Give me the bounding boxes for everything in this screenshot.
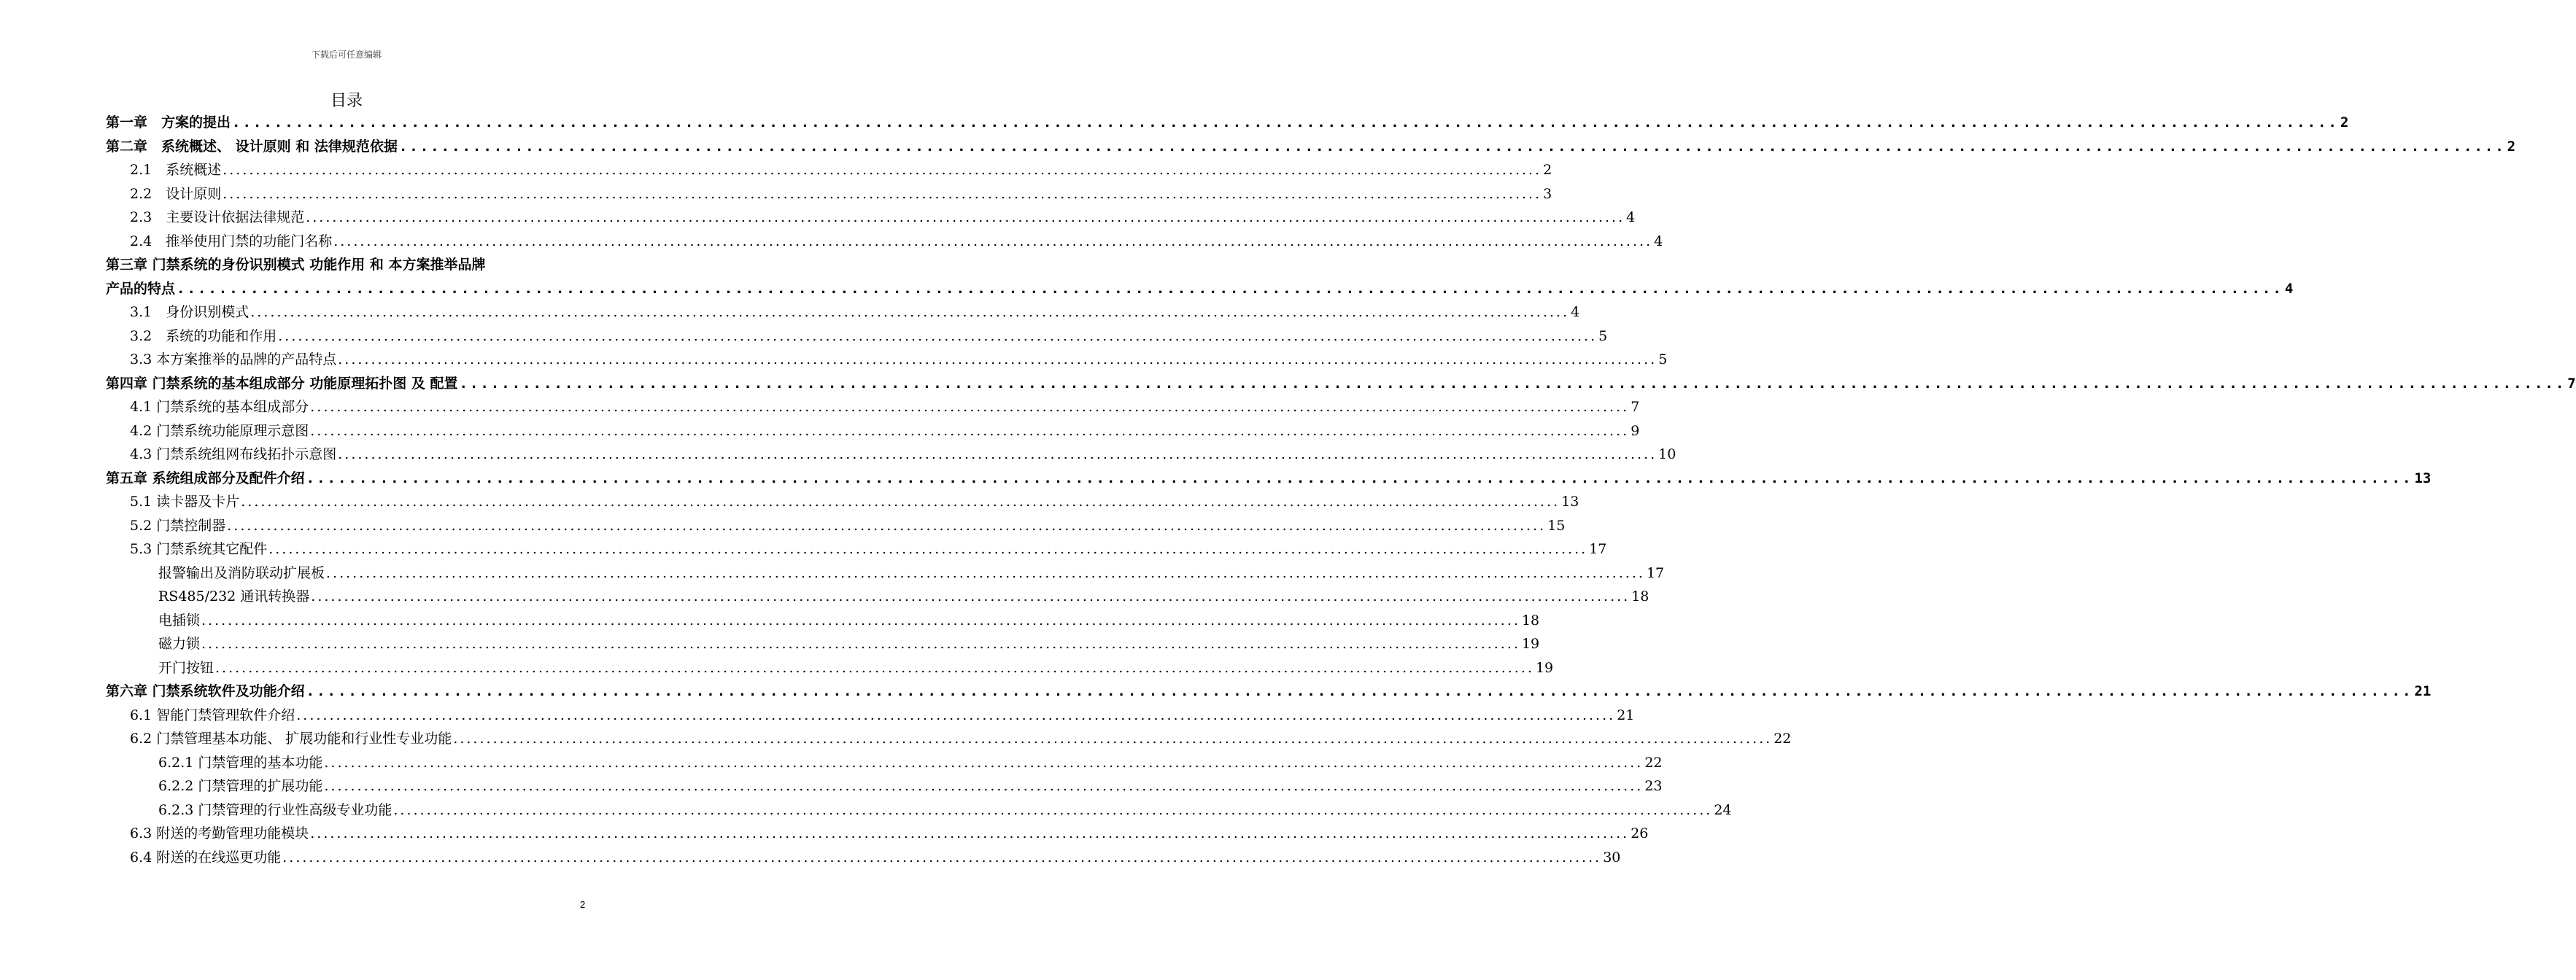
toc-entry-text: 第二章 系统概述、 设计原则 和 法律规范依据 — [106, 138, 398, 155]
toc-entry[interactable] — [106, 467, 2432, 491]
toc-page-number: 2 — [1543, 162, 1552, 178]
toc-entry-text: 磁力锁 — [158, 636, 201, 652]
toc-leader-dots: ........................................................................................................................................................................................................ — [311, 588, 1631, 604]
toc-entry-text: 第六章 门禁系统软件及功能介绍 — [106, 683, 305, 699]
toc-entry-text: 报警输出及消防联动扩展板 — [158, 564, 325, 581]
toc-entry-text: 第五章 系统组成部分及配件介绍 — [106, 470, 305, 486]
toc-page-number: 22 — [1774, 731, 1792, 747]
toc-leader-dots: ........................................................................................................................................................................................................ — [282, 849, 1602, 866]
toc-entry-text: 5.2 门禁控制器 — [130, 517, 226, 534]
toc-page-number: 7 — [1631, 399, 1640, 415]
toc-leader-dots: ........................................................................................................................................................................................................ — [324, 778, 1644, 794]
toc-leader-dots: ........................................................................................................................................................................................................ — [177, 280, 2283, 297]
toc-leader-dots: ........................................................................................................................................................................................................ — [306, 470, 2413, 486]
toc-entry[interactable] — [106, 798, 1732, 822]
toc-entry[interactable] — [106, 561, 1665, 586]
toc-page-number: 17 — [1646, 564, 1665, 581]
toc-entry[interactable] — [106, 727, 1792, 751]
toc-entry[interactable] — [106, 537, 1607, 561]
toc-entry[interactable] — [106, 206, 1636, 230]
toc-entry-text: 4.2 门禁系统功能原理示意图 — [130, 422, 309, 439]
toc-entry-text: 电插锁 — [158, 612, 201, 629]
toc-entry[interactable] — [106, 300, 1580, 324]
toc-entry-text: 3.3 本方案推举的品牌的产品特点 — [130, 351, 337, 368]
toc-entry-text: 4.1 门禁系统的基本组成部分 — [130, 399, 309, 415]
toc-leader-dots: ........................................................................................................................................................................................................ — [306, 683, 2413, 699]
toc-page-number: 4 — [1571, 304, 1580, 320]
toc-leader-dots: ........................................................................................................................................................................................................ — [310, 399, 1630, 415]
toc-entry-text: 5.3 门禁系统其它配件 — [130, 541, 268, 557]
toc-leader-dots: ........................................................................................................................................................................................................ — [296, 707, 1616, 723]
toc-leader-dots: ........................................................................................................................................................................................................ — [268, 541, 1588, 557]
toc-page-number: 13 — [2414, 470, 2432, 486]
toc-title: 目录 — [330, 92, 363, 110]
toc-entry-text: 2.1 系统概述 — [130, 162, 222, 178]
toc-entry[interactable] — [106, 443, 1676, 467]
toc-page-number: 4 — [1654, 233, 1663, 249]
toc-entry[interactable] — [106, 585, 1649, 609]
toc-leader-dots: ........................................................................................................................................................................................................ — [333, 233, 1653, 249]
toc-leader-dots: ........................................................................................................................................................................................................ — [250, 304, 1570, 320]
toc-entry[interactable] — [106, 348, 1668, 372]
toc-entry-text: 开门按钮 — [158, 659, 214, 676]
toc-entry-text: 6.1 智能门禁管理软件介绍 — [130, 707, 295, 723]
toc-entry-text: 6.2.2 门禁管理的扩展功能 — [158, 778, 323, 794]
toc-page-number: 15 — [1547, 517, 1566, 534]
toc-entry[interactable] — [106, 680, 2432, 704]
toc-page-number: 9 — [1631, 422, 1640, 439]
toc-page-number: 4 — [2284, 280, 2294, 297]
toc-entry[interactable] — [106, 182, 1552, 206]
toc-entry[interactable] — [106, 372, 2576, 396]
toc-leader-dots: ........................................................................................................................................................................................................ — [326, 564, 1645, 581]
toc-page-number: 30 — [1603, 849, 1621, 866]
toc-leader-dots: ........................................................................................................................................................................................................ — [324, 754, 1644, 771]
toc-leader-dots: ........................................................................................................................................................................................................ — [232, 114, 2339, 131]
toc-entry-text: 产品的特点 — [106, 280, 176, 297]
toc-leader-dots: ........................................................................................................................................................................................................ — [223, 162, 1542, 178]
toc-leader-dots: ........................................................................................................................................................................................................ — [338, 351, 1658, 368]
toc-entry[interactable] — [106, 822, 1649, 846]
toc-page-number: 3 — [1543, 185, 1552, 202]
toc-page-number: 21 — [1617, 707, 1635, 723]
toc-page-number: 13 — [1561, 494, 1579, 510]
toc-leader-dots: ........................................................................................................................................................................................................ — [201, 612, 1520, 629]
toc-page-number: 10 — [1658, 446, 1676, 462]
toc-entry[interactable] — [106, 324, 1608, 349]
toc-leader-dots: ........................................................................................................................................................................................................ — [398, 138, 2506, 155]
toc-entry[interactable] — [106, 135, 2516, 159]
page-number: 2 — [580, 899, 586, 910]
toc-page-number: 19 — [1521, 636, 1540, 652]
toc-page-number: 2 — [2507, 138, 2516, 155]
toc-entry-text: 6.2.3 门禁管理的行业性高级专业功能 — [158, 801, 392, 818]
toc-leader-dots: ........................................................................................................................................................................................................ — [310, 825, 1630, 841]
toc-entry-text: RS485/232 通讯转换器 — [158, 588, 310, 604]
toc-leader-dots: ........................................................................................................................................................................................................ — [393, 801, 1713, 818]
toc-entry[interactable] — [106, 230, 1663, 254]
toc-leader-dots: ........................................................................................................................................................................................................ — [201, 636, 1520, 652]
toc-entry-text: 6.2.1 门禁管理的基本功能 — [158, 754, 323, 771]
toc-entry[interactable] — [106, 632, 1540, 656]
toc-entry[interactable] — [106, 419, 1640, 443]
toc-entry[interactable] — [106, 277, 2294, 301]
toc-entry-text: 4.3 门禁系统组网布线拓扑示意图 — [130, 446, 337, 462]
toc-page-number: 23 — [1644, 778, 1663, 794]
toc-leader-dots: ........................................................................................................................................................................................................ — [215, 659, 1534, 676]
toc-leader-dots: ........................................................................................................................................................................................................ — [310, 422, 1630, 439]
toc-entry[interactable] — [106, 111, 2349, 135]
toc-leader-dots: ........................................................................................................................................................................................................ — [338, 446, 1658, 462]
toc-entry[interactable] — [106, 609, 1540, 633]
toc-entry[interactable] — [106, 751, 1663, 775]
toc-entry[interactable] — [106, 846, 1621, 870]
toc-entry-text-line1[interactable]: 第三章 门禁系统的身份识别模式 功能作用 和 本方案推举品牌 — [106, 257, 486, 273]
toc-leader-dots: ........................................................................................................................................................................................................ — [278, 327, 1598, 344]
toc-leader-dots: ........................................................................................................................................................................................................ — [223, 185, 1542, 202]
toc-entry-text: 5.1 读卡器及卡片 — [130, 494, 240, 510]
toc-page-number: 5 — [1658, 351, 1668, 368]
toc-page-number: 4 — [1626, 209, 1636, 225]
toc-page-number: 5 — [1598, 327, 1608, 344]
toc-entry[interactable] — [106, 514, 1566, 538]
toc-page-number: 18 — [1521, 612, 1540, 629]
toc-entry-text: 第一章 方案的提出 — [106, 114, 231, 131]
toc-leader-dots: ........................................................................................................................................................................................................ — [227, 517, 1547, 534]
toc-entry-text: 3.1 身份识别模式 — [130, 304, 250, 320]
toc-page-number: 21 — [2414, 683, 2432, 699]
toc-entry[interactable] — [106, 656, 1554, 680]
toc-page-number: 7 — [2567, 375, 2576, 392]
toc-page-number: 2 — [2340, 114, 2349, 131]
toc-page-number: 26 — [1631, 825, 1649, 841]
toc-page-number: 18 — [1631, 588, 1649, 604]
toc-entry[interactable] — [106, 704, 1635, 728]
toc-entry[interactable] — [106, 490, 1579, 514]
toc-entry-text: 2.3 主要设计依据法律规范 — [130, 209, 305, 225]
toc-entry[interactable] — [106, 158, 1552, 182]
page-header: 下载后可任意编辑 — [311, 50, 382, 60]
toc-page-number: 19 — [1535, 659, 1554, 676]
toc-leader-dots: ........................................................................................................................................................................................................ — [453, 731, 1773, 747]
toc-entry-text: 3.2 系统的功能和作用 — [130, 327, 277, 344]
toc-entry-text: 6.3 附送的考勤管理功能模块 — [130, 825, 309, 841]
toc-leader-dots: ........................................................................................................................................................................................................ — [459, 375, 2567, 392]
toc-entry-text: 第四章 门禁系统的基本组成部分 功能原理拓扑图 及 配置 — [106, 375, 458, 392]
toc-entry[interactable] — [106, 774, 1663, 798]
toc-entry-text: 6.4 附送的在线巡更功能 — [130, 849, 282, 866]
toc-page-number: 22 — [1644, 754, 1663, 771]
toc-page-number: 24 — [1714, 801, 1732, 818]
toc-entry-text: 2.2 设计原则 — [130, 185, 222, 202]
toc-entry-text: 2.4 推举使用门禁的功能门名称 — [130, 233, 333, 249]
toc-entry[interactable] — [106, 395, 1640, 419]
toc-entry-text: 6.2 门禁管理基本功能、 扩展功能和行业性专业功能 — [130, 731, 452, 747]
toc-leader-dots: ........................................................................................................................................................................................................ — [306, 209, 1625, 225]
table-of-contents — [106, 111, 2576, 869]
toc-page-number: 17 — [1589, 541, 1607, 557]
toc-leader-dots: ........................................................................................................................................................................................................ — [241, 494, 1560, 510]
